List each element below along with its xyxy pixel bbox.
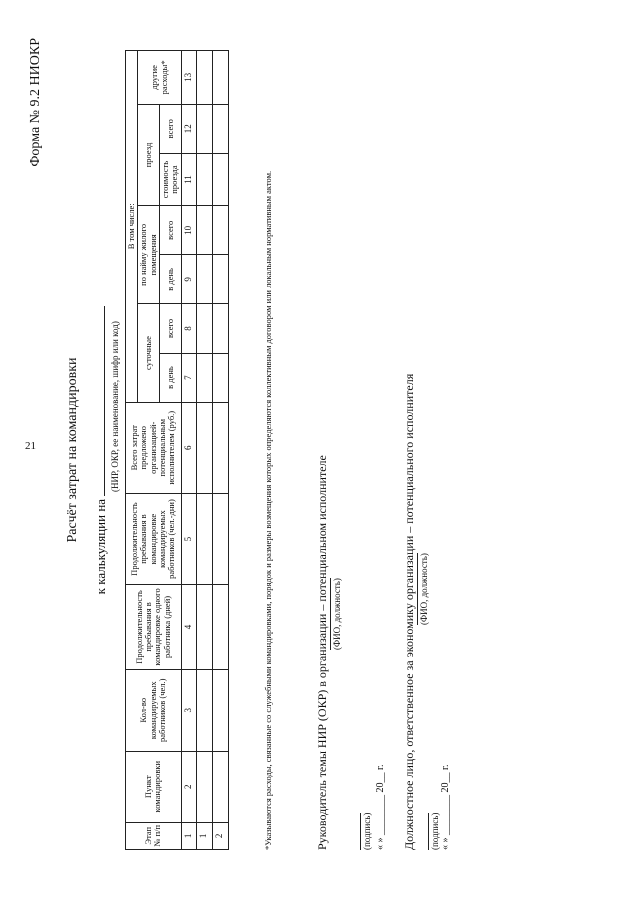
col-number: 8 xyxy=(181,304,196,353)
col-number: 12 xyxy=(181,104,196,153)
header-total: Всего затрат предложено организацией-потенциальным исполнителем (руб.) xyxy=(126,402,182,493)
page-number: 21 xyxy=(25,440,36,452)
col-number: 11 xyxy=(181,153,196,206)
table-cell[interactable] xyxy=(212,304,228,353)
header-duration-all: Продолжительность пребывания в командировке командируемых работников (чел.-дни) xyxy=(126,493,182,584)
col-number: 5 xyxy=(181,493,196,584)
subtitle xyxy=(92,20,109,880)
table-cell[interactable] xyxy=(212,585,228,669)
header-travel-all: всего xyxy=(160,104,182,153)
header-count: Кол-во командируемых работников (чел.) xyxy=(126,669,182,751)
header-duration-one: Продолжительность пребывания в командировке одного работника (дней) xyxy=(126,585,182,669)
header-point: Пункт командировки xyxy=(126,751,182,822)
header-daily-all: всего xyxy=(160,304,182,353)
table-cell[interactable] xyxy=(212,104,228,153)
signature-fio-caption-1: (ФИО, должность) xyxy=(332,578,342,650)
col-number: 3 xyxy=(181,669,196,751)
header-other: другие расходы* xyxy=(138,51,181,105)
table-cell[interactable] xyxy=(196,669,212,751)
table-cell[interactable] xyxy=(196,585,212,669)
header-housing: по найму жилого помещения xyxy=(138,206,160,304)
subtitle-blank-field[interactable] xyxy=(92,306,105,496)
header-stage xyxy=(126,822,182,849)
col-number: 6 xyxy=(181,402,196,493)
col-number: 9 xyxy=(181,255,196,304)
table-cell[interactable] xyxy=(196,51,212,105)
rotated-page xyxy=(20,20,640,880)
table-cell[interactable] xyxy=(196,255,212,304)
header-travel: проезд xyxy=(138,104,160,206)
table-cell[interactable] xyxy=(212,402,228,493)
table-cell[interactable] xyxy=(196,104,212,153)
expense-table xyxy=(125,50,229,850)
signature-podpis-2: (подпись) xyxy=(430,812,440,850)
page-title: Расчёт затрат на командировки xyxy=(65,357,80,543)
table-row xyxy=(212,51,228,850)
header-no-label: № п/п xyxy=(152,824,163,847)
header-stage-label: Этап xyxy=(143,826,154,845)
table-cell[interactable] xyxy=(212,255,228,304)
table-cell[interactable] xyxy=(196,304,212,353)
col-number: 13 xyxy=(181,51,196,105)
table-row xyxy=(196,51,212,850)
signature-podpis-1: (подпись) xyxy=(362,812,372,850)
header-daily-per-day: в день xyxy=(160,353,182,402)
col-number: 2 xyxy=(181,751,196,822)
col-number: 10 xyxy=(181,206,196,255)
table-cell[interactable] xyxy=(212,51,228,105)
subtitle-prefix: к калькуляции на xyxy=(93,498,108,595)
column-number-row xyxy=(181,51,196,850)
form-number: Форма № 9.2 НИОКР xyxy=(28,38,43,167)
date-line-2: « » ________ 20__ г. xyxy=(440,764,451,850)
signature-fio-caption-2: (ФИО, должность) xyxy=(419,553,429,625)
table-cell: 2 xyxy=(212,822,228,849)
header-travel-fare: стоимость проезда xyxy=(160,153,182,206)
table-cell[interactable] xyxy=(212,353,228,402)
header-housing-all: всего xyxy=(160,206,182,255)
table-cell[interactable] xyxy=(196,402,212,493)
signature-label-econ: Должностное лицо, ответственное за экономику организации – потенциального исполнителя xyxy=(402,373,416,850)
signature-label-head: Руководитель темы НИР (ОКР) в организации – потенциальном исполнителе xyxy=(315,455,329,850)
table-cell[interactable] xyxy=(212,751,228,822)
table-cell[interactable] xyxy=(212,669,228,751)
table-cell[interactable] xyxy=(196,206,212,255)
table-cell[interactable] xyxy=(212,153,228,206)
table-cell: 1 xyxy=(196,822,212,849)
table-cell[interactable] xyxy=(196,353,212,402)
col-number: 1 xyxy=(181,822,196,849)
table-cell[interactable] xyxy=(212,206,228,255)
table-cell[interactable] xyxy=(212,493,228,584)
col-number: 4 xyxy=(181,585,196,669)
header-daily: суточные xyxy=(138,304,160,402)
date-line-1: « » ________ 20__ г. xyxy=(375,764,386,850)
subtitle-caption: (НИР, ОКР, ее наименование, шифр или код) xyxy=(110,321,120,492)
table-cell[interactable] xyxy=(196,493,212,584)
footnote: *Указываются расходы, связанные со служебными командировками, порядок и размеры возмещения которых определяются коллективным договором или локальным нормативным актом. xyxy=(263,170,273,850)
header-including: В том числе: xyxy=(126,51,138,403)
header-housing-per-day: в день xyxy=(160,255,182,304)
col-number: 7 xyxy=(181,353,196,402)
table-cell[interactable] xyxy=(196,153,212,206)
table-cell[interactable] xyxy=(196,751,212,822)
